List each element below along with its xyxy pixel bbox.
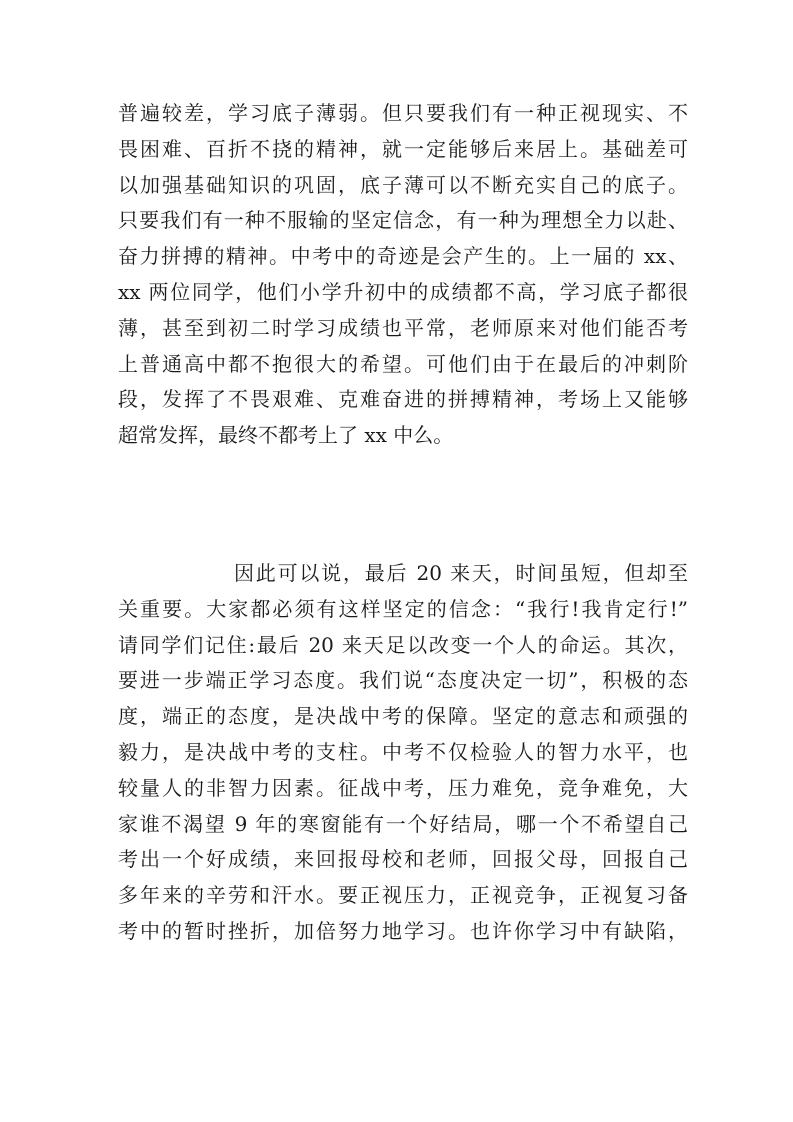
paragraph-2-line: 家谁不渴望 9 年的寒窗能有一个好结局，哪一个不希望自己 [118,811,688,836]
paragraph-1-line: xx 两位同学，他们小学升初中的成绩都不高，学习底子都很 [118,279,688,304]
paragraph-2-line: 关重要。大家都必须有这样坚定的信念：“我行!我肯定行!” [118,596,688,621]
paragraph-1-line: 超常发挥，最终不都考上了 xx 中么。 [118,423,454,448]
paragraph-2-line: 考出一个好成绩，来回报母校和老师，回报父母，回报自己 [118,847,688,872]
paragraph-2-line: 毅力，是决战中考的支柱。中考不仅检验人的智力水平，也 [118,739,688,764]
paragraph-1-line: 上普通高中都不抱很大的希望。可他们由于在最后的冲刺阶 [118,351,688,376]
paragraph-1-line: 只要我们有一种不服输的坚定信念，有一种为理想全力以赴、 [118,208,688,233]
paragraph-2-line: 因此可以说，最后 20 来天，时间虽短，但却至 [234,561,688,585]
paragraph-2-line: 多年来的辛劳和汗水。要正视压力，正视竞争，正视复习备 [118,883,688,908]
paragraph-1 [118,96,688,454]
paragraph-2-line: 要进一步端正学习态度。我们说“态度决定一切”，积极的态 [118,668,688,693]
paragraph-1-line: 奋力拼搏的精神。中考中的奇迹是会产生的。上一届的 xx、 [118,244,688,269]
paragraph-1-line: 畏困难、百折不挠的精神，就一定能够后来居上。基础差可 [118,136,688,161]
paragraph-1-line: 薄，甚至到初二时学习成绩也平常，老师原来对他们能否考 [118,315,688,340]
paragraph-1-line: 以加强基础知识的巩固，底子薄可以不断充实自己的底子。 [118,172,688,197]
paragraph-2-line: 请同学们记住:最后 20 来天足以改变一个人的命运。其次， [118,632,688,657]
paragraph-2-line: 考中的暂时挫折，加倍努力地学习。也许你学习中有缺陷， [118,918,688,943]
paragraph-2 [118,556,688,950]
paragraph-1-line: 普遍较差，学习底子薄弱。但只要我们有一种正视现实、不 [118,101,688,125]
paragraph-2-line: 较量人的非智力因素。征战中考，压力难免，竞争难免，大 [118,775,688,800]
paragraph-1-line: 段，发挥了不畏艰难、克难奋进的拼搏精神，考场上又能够 [118,387,688,412]
paragraph-2-line: 度，端正的态度，是决战中考的保障。坚定的意志和顽强的 [118,704,688,729]
